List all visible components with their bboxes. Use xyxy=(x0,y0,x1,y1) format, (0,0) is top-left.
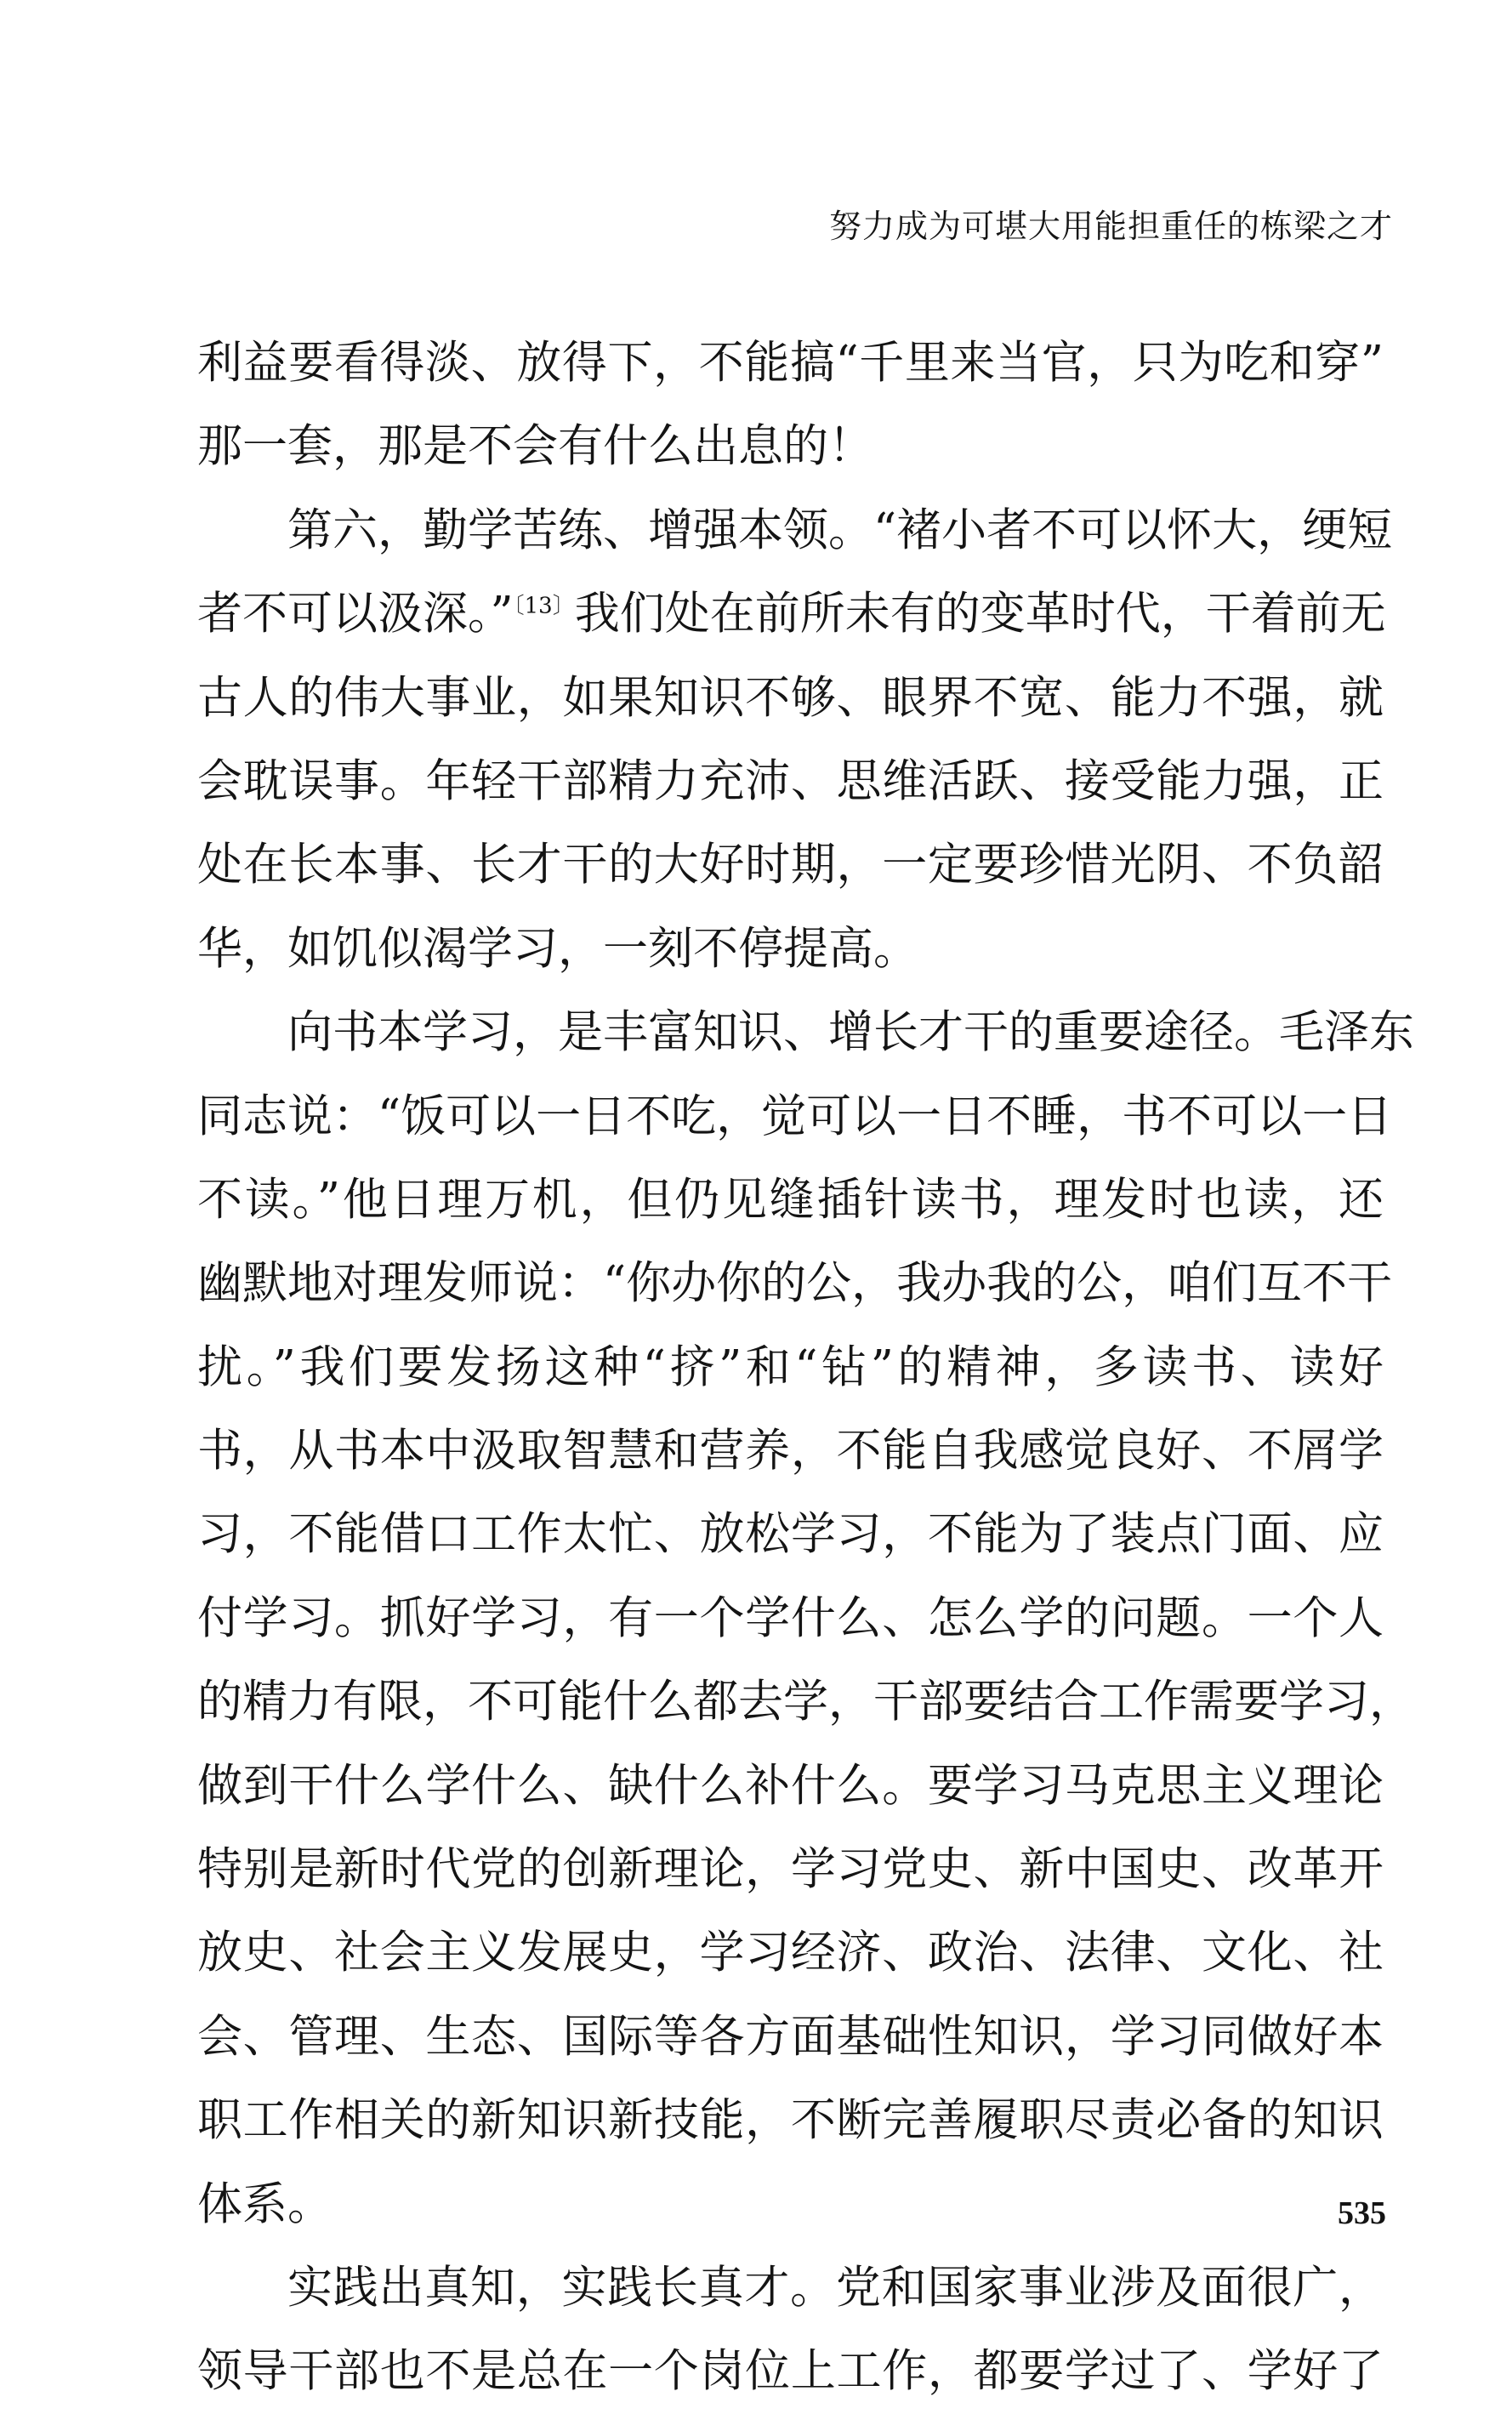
text-line: 实践出真知，实践长真才。党和国家事业涉及面很广， xyxy=(287,2261,1384,2314)
text-line: 做到干什么学什么、缺什么补什么。要学习马克思主义理论 xyxy=(197,1759,1384,1812)
text-line: 习，不能借口工作太忙、放松学习，不能为了装点门面、应 xyxy=(197,1508,1384,1561)
text-line: 放史、社会主义发展史，学习经济、政治、法律、文化、社 xyxy=(197,1927,1384,1979)
text-line: 书，从书本中汲取智慧和营养，不能自我感觉良好、不屑学 xyxy=(197,1425,1384,1477)
text-line: 华，如饥似渴学习，一刻不停提高。 xyxy=(197,922,918,975)
text-line: 付学习。抓好学习，有一个学什么、怎么学的问题。一个人 xyxy=(197,1591,1384,1644)
running-head: 努力成为可堪大用能担重任的栋梁之才 xyxy=(828,208,1393,245)
text-line: 同志说：“饭可以一日不吃，觉可以一日不睡，书不可以一日 xyxy=(197,1090,1393,1142)
text-segment: 我们处在前所未有的变革时代，干着前无 xyxy=(574,588,1386,641)
text-line: 会、管理、生态、国际等各方面基础性知识，学习同做好本 xyxy=(197,2010,1384,2063)
text-line: 扰。”我们要发扬这种“挤”和“钻”的精神，多读书、读好 xyxy=(197,1341,1384,1393)
text-line: 向书本学习，是丰富知识、增长才干的重要途径。毛泽东 xyxy=(287,1006,1414,1059)
text-line: 的精力有限，不可能什么都去学，干部要结合工作需要学习， xyxy=(197,1676,1414,1728)
text-line: 体系。 xyxy=(197,2178,333,2230)
text-line: 利益要看得淡、放得下，不能搞“千里来当官，只为吃和穿” xyxy=(197,337,1384,389)
text-line: 不读。”他日理万机，但仍见缝插针读书，理发时也读，还 xyxy=(197,1173,1384,1226)
text-segment: 者不可以汲深。” xyxy=(197,588,514,641)
footnote-reference: 〔13〕 xyxy=(513,593,575,619)
text-line: 领导干部也不是总在一个岗位上工作，都要学过了、学好了 xyxy=(197,2345,1384,2398)
text-line: 幽默地对理发师说：“你办你的公，我办我的公，咱们互不干 xyxy=(197,1257,1393,1310)
text-line: 那一套，那是不会有什么出息的！ xyxy=(197,420,873,473)
text-line: 第六，勤学苦练、增强本领。“褚小者不可以怀大，绠短 xyxy=(287,504,1393,556)
text-line: 特别是新时代党的创新理论，学习党史、新中国史、改革开 xyxy=(197,1843,1384,1896)
body-text xyxy=(197,322,1414,2414)
page-number: 535 xyxy=(1338,2195,1386,2231)
text-line: 会耽误事。年轻干部精力充沛、思维活跃、接受能力强，正 xyxy=(197,754,1384,807)
text-line: 古人的伟大事业，如果知识不够、眼界不宽、能力不强，就 xyxy=(197,671,1384,724)
text-line: 处在长本事、长才干的大好时期，一定要珍惜光阴、不负韶 xyxy=(197,839,1384,891)
text-line-with-note xyxy=(197,572,1384,656)
text-line: 职工作相关的新知识新技能，不断完善履职尽责必备的知识 xyxy=(197,2094,1384,2147)
